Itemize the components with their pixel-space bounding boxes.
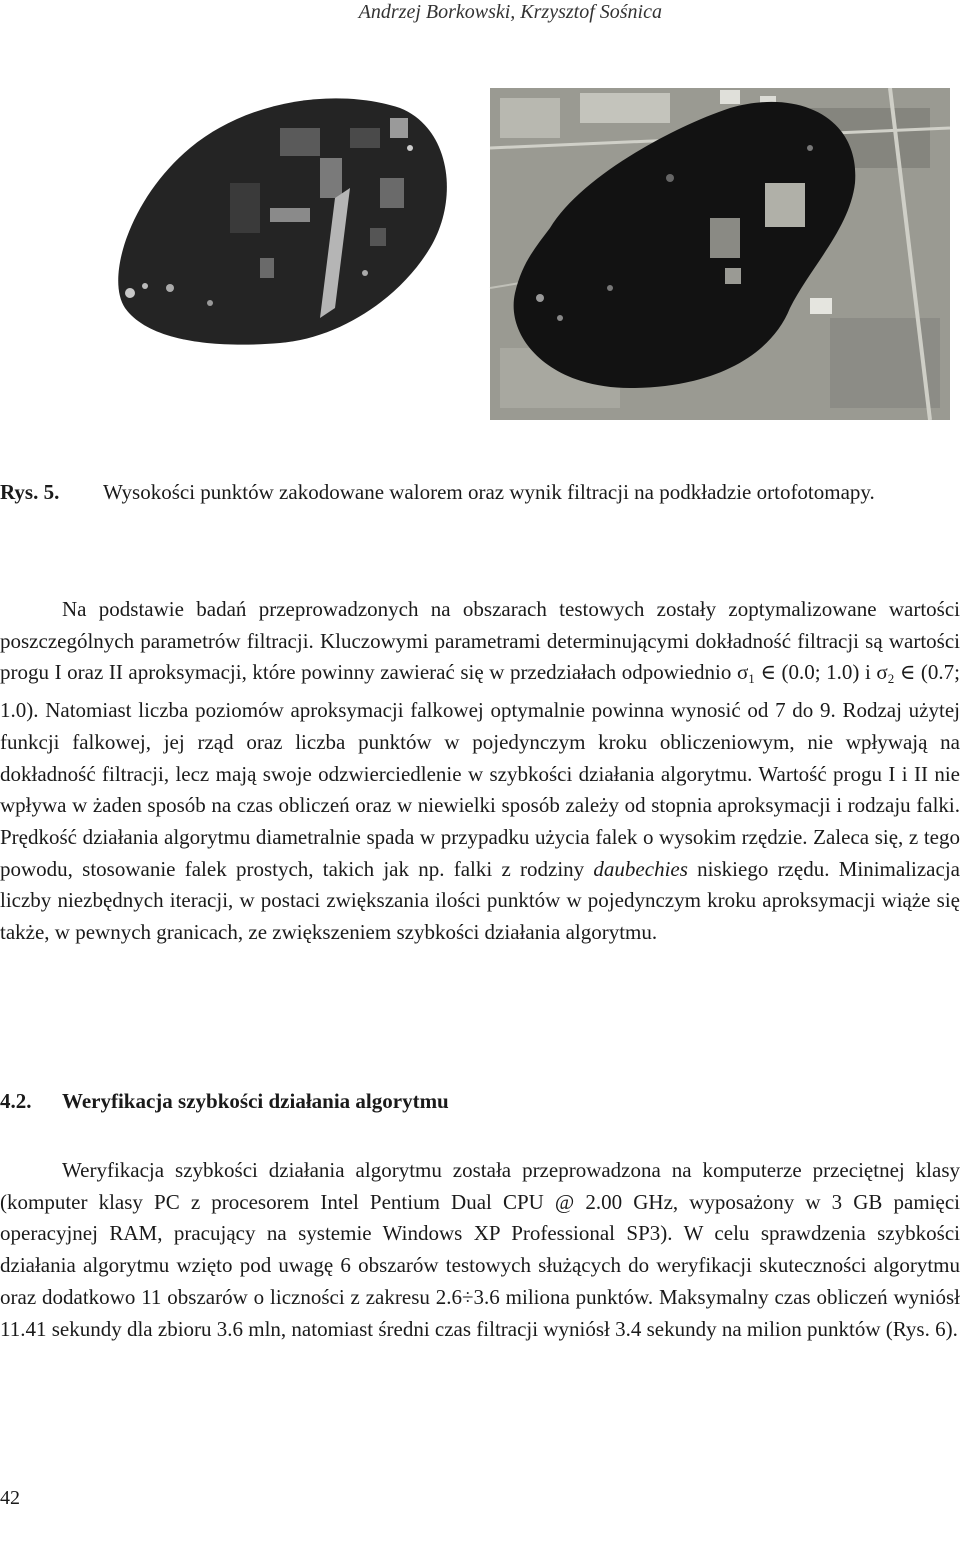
paragraph-1-text-d: niskiego rzędu. Minimalizacja liczby niezbędnych iteracji, w postaci zwiększania ilości punktów w pojedynczym kroku aproksymacji wiąże się także, w pewnych granicach, ze zwiększeniem szybkości działania algorytmu. bbox=[0, 856, 960, 945]
paragraph-2 bbox=[0, 1155, 960, 1345]
running-header: Andrzej Borkowski, Krzysztof Sośnica bbox=[358, 1, 662, 23]
paragraph-1-text-a: Na podstawie badań przeprowadzonych na obszarach testowych zostały zoptymalizowane wartości poszczególnych parametrów filtracji. Kluczowymi parametrami determinującymi dokładność filtracji są wartości progu I oraz II aproksymacji, które powinny zawierać się w przedziałach odpowiednio σ bbox=[0, 597, 960, 685]
figure-5 bbox=[110, 88, 950, 420]
sigma-1-subscript: 1 bbox=[748, 671, 755, 687]
paragraph-2-text: Weryfikacja szybkości działania algorytmu została przeprowadzona na komputerze przeciętnej klasy (komputer klasy PC z procesorem Intel Pentium Dual CPU @ 2.00 GHz, wyposażony w 3 GB pamięci operacyjnej RAM, pracujący na systemie Windows XP Professional SP3). W celu sprawdzenia szybkości działania algorytmu wzięto pod uwagę 6 obszarów testowych służących do weryfikacji skuteczności algorytmu oraz dodatkowo 11 obszarów o liczności z zakresu 2.6÷3.6 miliona punktów. Maksymalny czas obliczeń wyniósł 11.41 sekundy dla zbioru 3.6 mln, natomiast średni czas filtracji wyniósł 3.4 sekundy na milion punktów (Rys. 6). bbox=[0, 1158, 960, 1341]
page-number: 42 bbox=[0, 1487, 20, 1509]
point-height-map-image bbox=[118, 98, 447, 344]
caption-label: Rys. 5. bbox=[0, 480, 60, 504]
caption-text: Wysokości punktów zakodowane walorem oraz wynik filtracji na podkładzie ortofotomapy. bbox=[103, 480, 875, 504]
italic-term: daubechies bbox=[593, 856, 688, 881]
section-title: Weryfikacja szybkości działania algorytmu bbox=[62, 1089, 449, 1113]
section-number: 4.2. bbox=[0, 1089, 32, 1113]
paragraph-1-text-b: ∈ (0.0; 1.0) i σ bbox=[754, 660, 888, 685]
paragraph-1-text-c: ∈ (0.7; 1.0). Natomiast liczba poziomów aproksymacji falkowej optymalnie powinna wynosić od 7 do 9. Rodzaj użytej funkcji falkowej, jej rząd oraz liczba punktów w pojedynczym kroku obliczeniowym, nie wpływają na dokładność filtracji, lecz mają swoje odzwierciedlenie w szybkości działania algorytmu. Wartość progu I i II nie wpływa w żaden sposób na czas obliczeń oraz w niewielki sposób zależy od stopnia aproksymacji i rodzaju falki. Prędkość działania algorytmu diametralnie spada w przypadku użycia falek o wysokim rzędzie. Zaleca się, z tego powodu, stosowanie falek prostych, takich jak np. falki z rodziny bbox=[0, 660, 960, 881]
orthophoto-filtration-image bbox=[490, 88, 950, 420]
sigma-2-subscript: 2 bbox=[887, 671, 895, 687]
paragraph-1 bbox=[0, 594, 960, 949]
